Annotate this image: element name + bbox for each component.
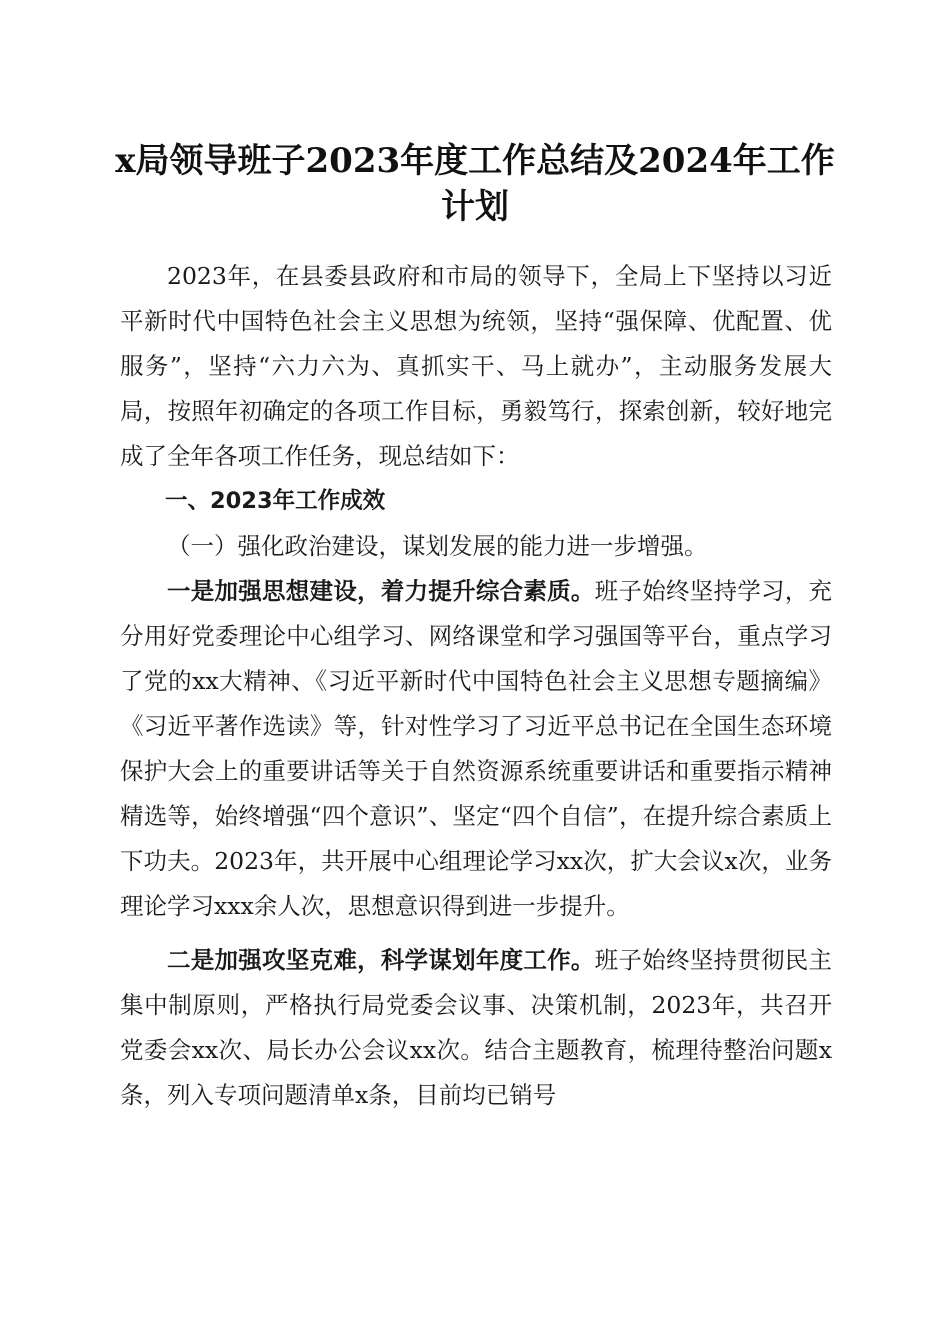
paragraph-2-lead: 二是加强攻坚克难，科学谋划年度工作。 <box>167 946 595 974</box>
paragraph-1-lead: 一是加强思想建设，着力提升综合素质。 <box>167 577 595 605</box>
paragraph-2 <box>120 938 832 1118</box>
paragraph-1-body: 班子始终坚持学习，充分用好党委理论中心组学习、网络课堂和学习强国等平台，重点学习了党的xx大精神、《习近平新时代中国特色社会主义思想专题摘编》《习近平著作选读》等，针对性学习了习近平总书记在全国生态环境保护大会上的重要讲话等关于自然资源系统重要讲话和重要指示精神精选等，始终增强“四个意识”、坚定“四个自信”，在提升综合素质上下功夫。2023年，共开展中心组理论学习xx次，扩大会议x次，业务理论学习xxx余人次，思想意识得到进一步提升。 <box>120 577 833 920</box>
document-body <box>120 254 832 1118</box>
subsection-heading: （一）强化政治建设，谋划发展的能力进一步增强。 <box>167 532 708 560</box>
document-title: x局领导班子2023年度工作总结及2024年工作计划 <box>115 141 835 227</box>
paragraph-2-body: 班子始终坚持贯彻民主集中制原则，严格执行局党委会议事、决策机制，2023年，共召开党委会xx次、局长办公会议xx次。结合主题教育，梳理待整治问题x条，列入专项问题清单x条，目前均已销号 <box>120 946 833 1109</box>
intro-paragraph: 2023年，在县委县政府和市局的领导下，全局上下坚持以习近平新时代中国特色社会主义思想为统领，坚持“强保障、优配置、优服务”，坚持“六力六为、真抓实干、马上就办”，主动服务发展大局，按照年初确定的各项工作目标，勇毅笃行，探索创新，较好地完成了全年各项工作任务，现总结如下： <box>120 262 832 470</box>
section-heading: 一、2023年工作成效 <box>165 488 386 514</box>
paragraph-1 <box>120 569 832 929</box>
